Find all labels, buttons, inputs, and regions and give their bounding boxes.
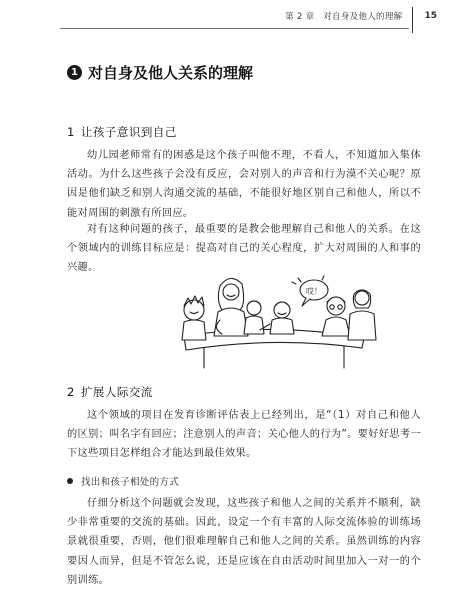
classroom-illustration [164,264,380,372]
running-header [285,8,437,24]
speech-bubble-text: 哎！ [306,287,322,296]
subsection-number: 2 [67,385,75,399]
section-title [67,62,253,83]
header-divider [412,7,413,33]
header-rule [60,28,409,29]
subsection-title: 扩展人际交流 [80,385,153,399]
paragraph: 对有这种问题的孩子，最重要的是教会他理解自己和他人的关系。在这个领域内的训练目标应是：提高对自己的关心程度，扩大对周围的人和事的兴趣。 [67,224,421,274]
bullet-icon [67,478,73,484]
subsection-title: 让孩子意识到自己 [80,125,177,139]
subsection-heading-2 [67,384,153,400]
section-title-text: 对自身及他人关系的理解 [88,64,254,82]
subsection-heading-1 [67,124,177,140]
bullet-heading-text: 找出和孩子相处的方式 [81,477,180,488]
paragraph: 这个领域的项目在发育诊断评估表上已经列出，是“（1）对自己和他人的区别；叫名字有回应；注意别人的声音；关心他人的行为”。要好好思考一下这些项目怎样组合才能达到最佳效果。 [67,410,421,460]
paragraph: 幼儿园老师常有的困惑是这个孩子叫他不理，不看人，不知道加入集体活动。为什么这些孩子会没有反应，会对别人的声音和行为漠不关心呢？原因是他们缺乏和别人沟通交流的基础，不能很好地区别自己和他人，所以不能对周围的刺激有所回应。 [67,150,421,219]
subsection-number: 1 [67,125,75,139]
chapter-title: 第 2 章 对自身及他人的理解 [285,12,403,22]
classroom-drawing [164,264,380,372]
bullet-heading [67,474,179,488]
section-number-badge: 1 [67,65,82,80]
paragraph: 仔细分析这个问题就会发现，这些孩子和他人之间的关系并不顺利，缺少非常重要的交流的基础。因此，设定一个有丰富的人际交流体验的训练场景就很重要，否则，他们很难理解自己和他人之间的关系。虽然训练的内容要因人而异，但是不管怎么说，还是应该在自由活动时间里加入一对一的个别训练。 [67,498,421,586]
page-number: 15 [424,11,437,21]
